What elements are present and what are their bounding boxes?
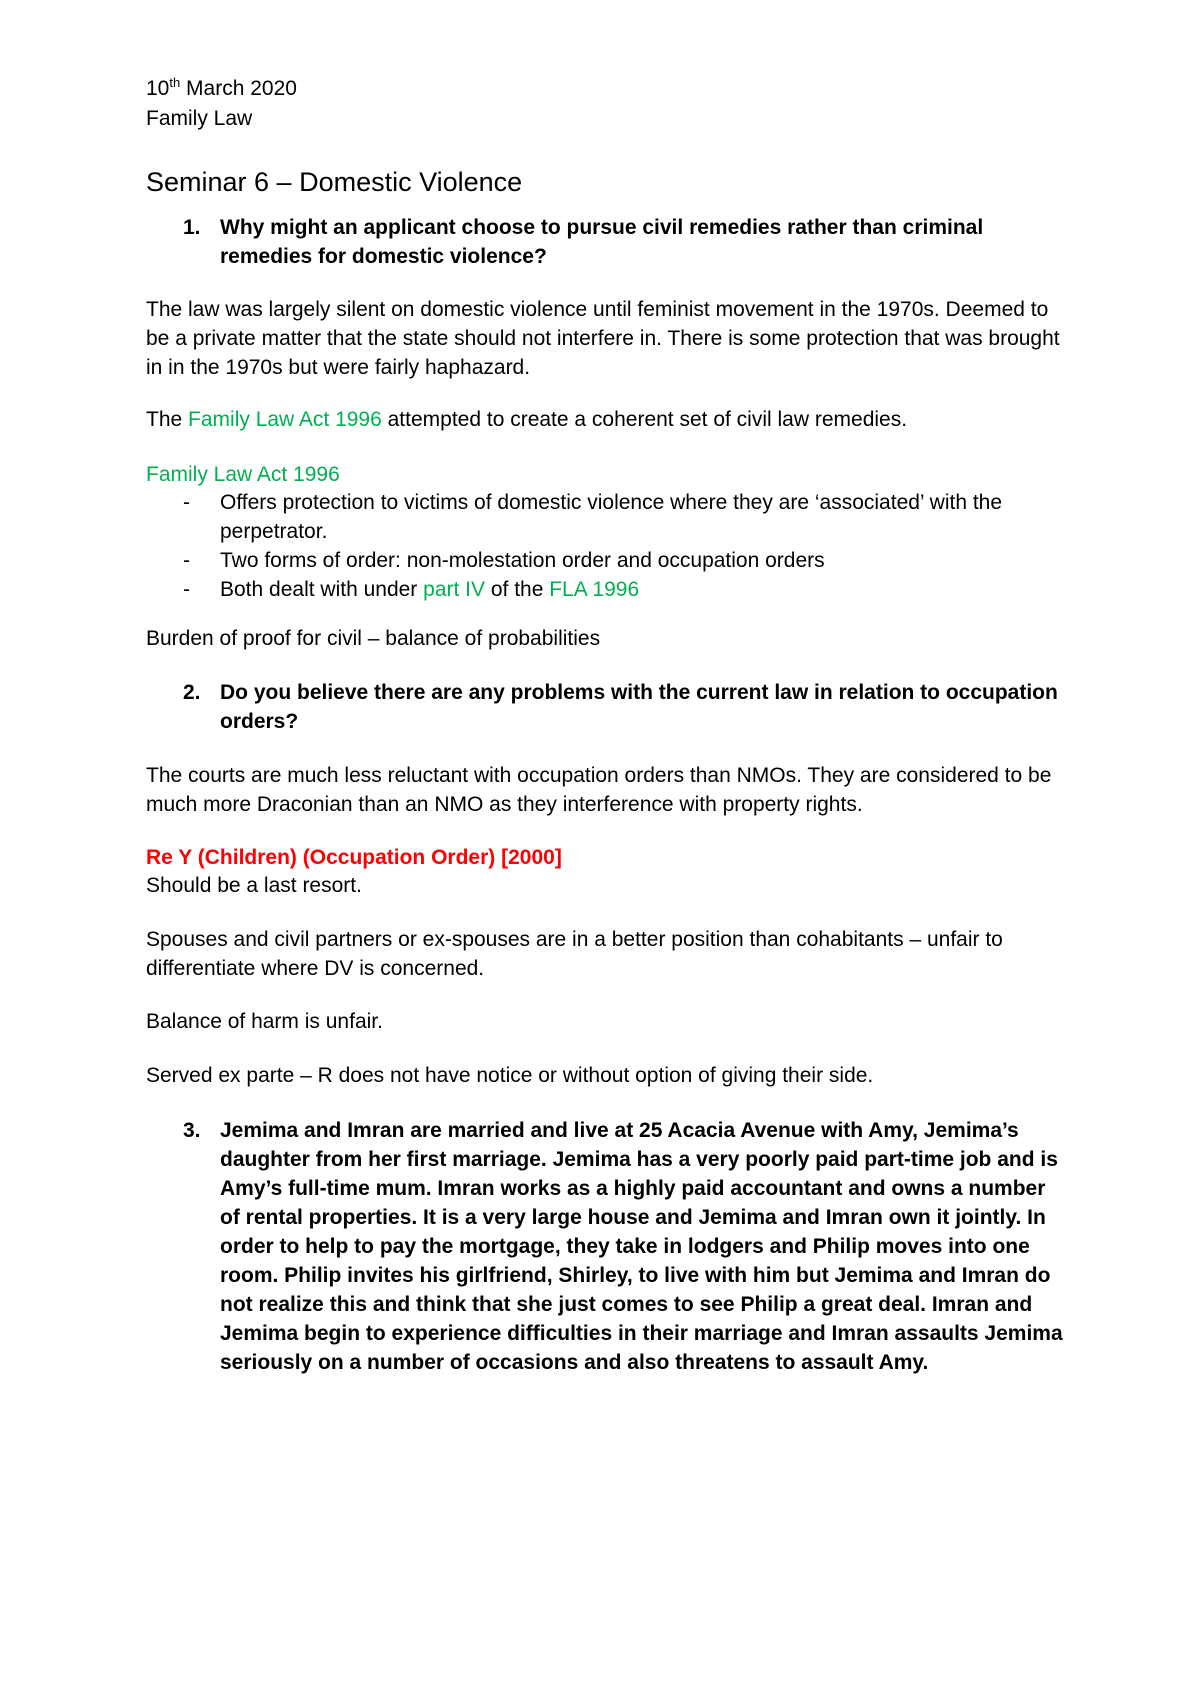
- list-item: [146, 546, 1066, 575]
- paragraph-burden-of-proof: Burden of proof for civil – balance of probabilities: [146, 627, 601, 650]
- section-heading-fla: Family Law Act 1996: [146, 463, 340, 486]
- bullet-dash: -: [183, 578, 190, 601]
- paragraph-spouses: Spouses and civil partners or ex-spouses are in a better position than cohabitants – unfair to differentiate where DV is concerned.: [146, 928, 1003, 980]
- question-text: Do you believe there are any problems with the current law in relation to occupation orders?: [220, 681, 1058, 733]
- subject-line: Family Law: [146, 107, 253, 130]
- text-run: of the: [485, 578, 550, 601]
- bullet-dash: -: [183, 491, 190, 514]
- bullet-text: Two forms of order: non-molestation order and occupation orders: [220, 549, 825, 572]
- question-text: Jemima and Imran are married and live at 25 Acacia Avenue with Amy, Jemima’s daughter from her first marriage. Jemima has a very poorly paid part-time job and is Amy’s full-time mum. Imran works as a highly paid accountant and owns a number of rental properties. It is a very large house and Jemima and Imran own it jointly. In order to help to pay the mortgage, they take in lodgers and Philip moves into one room. Philip invites his girlfriend, Shirley, to live with him but Jemima and Imran do not realize this and think that she just comes to see Philip a great deal. Imran and Jemima begin to experience difficulties in their marriage and Imran assaults Jemima seriously on a number of occasions and also threatens to assault Amy.: [220, 1119, 1063, 1374]
- list-item: [146, 575, 1066, 604]
- date-day: 10: [146, 77, 170, 100]
- bullet-dash: -: [183, 549, 190, 572]
- page-title: Seminar 6 – Domestic Violence: [146, 167, 523, 197]
- text-run: Both dealt with under: [220, 578, 424, 601]
- bullet-text: [220, 575, 1066, 604]
- question-3: [146, 1116, 1066, 1377]
- paragraph-fla-intro: [146, 405, 1066, 434]
- statute-reference: FLA 1996: [549, 578, 640, 601]
- paragraph-ex-parte: Served ex parte – R does not have notice or without option of giving their side.: [146, 1064, 874, 1087]
- question-number: 2.: [183, 681, 201, 704]
- statute-reference: Family Law Act 1996: [188, 408, 382, 431]
- statute-part-reference: part IV: [423, 578, 486, 601]
- paragraph-law-history: The law was largely silent on domestic violence until feminist movement in the 1970s. Deemed to be a private matter that the state should not interfere in. There is some protection that was brought in in the 1970s but were fairly haphazard.: [146, 298, 1060, 379]
- paragraph-balance-of-harm: Balance of harm is unfair.: [146, 1010, 383, 1033]
- text-run: The: [146, 408, 189, 431]
- paragraph-occupation-orders: The courts are much less reluctant with occupation orders than NMOs. They are considered to be much more Draconian than an NMO as they interference with property rights.: [146, 764, 1052, 816]
- question-2: [146, 678, 1066, 736]
- question-text: Why might an applicant choose to pursue civil remedies rather than criminal remedies for domestic violence?: [220, 216, 984, 268]
- list-item: [146, 488, 1066, 546]
- question-1: [146, 213, 1066, 271]
- question-number: 3.: [183, 1119, 201, 1142]
- bullet-text: Offers protection to victims of domestic violence where they are ‘associated’ with the perpetrator.: [220, 491, 1003, 543]
- bullet-list: [146, 488, 1066, 604]
- text-run: attempted to create a coherent set of civil law remedies.: [381, 408, 908, 431]
- case-reference: Re Y (Children) (Occupation Order) [2000]: [146, 846, 562, 869]
- question-number: 1.: [183, 216, 201, 239]
- case-note: Should be a last resort.: [146, 874, 362, 897]
- date-line: [146, 74, 297, 103]
- date-rest: March 2020: [180, 77, 297, 100]
- date-suffix: th: [169, 75, 181, 90]
